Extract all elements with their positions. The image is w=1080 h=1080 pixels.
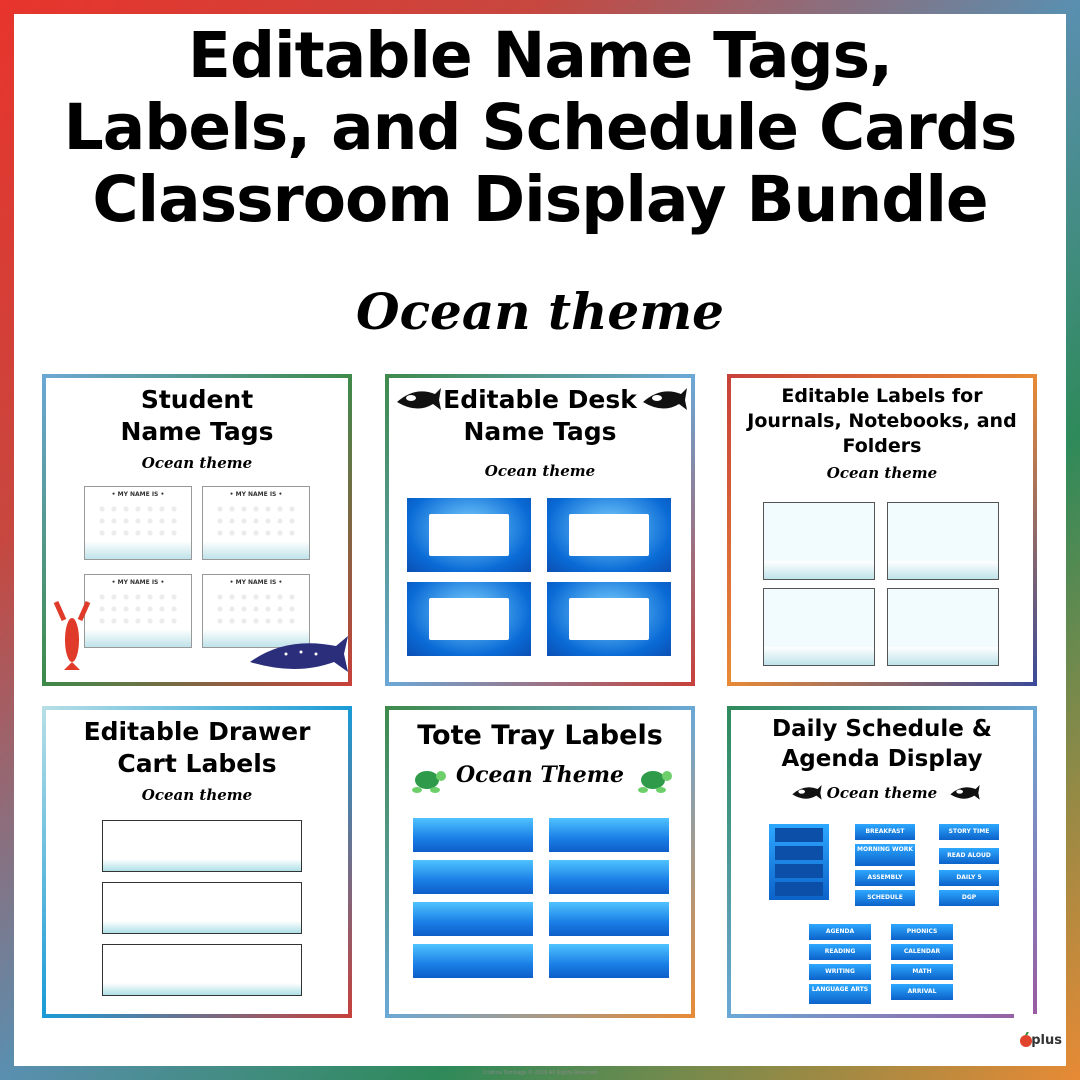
- card-title: Editable Drawer Cart Labels: [83, 717, 311, 778]
- card-title: Student Name Tags: [120, 385, 274, 446]
- whale-shark-icon: [246, 632, 350, 678]
- title-line-1: Editable Name Tags,: [187, 19, 893, 92]
- tote-label-preview: [549, 818, 669, 852]
- schedule-card: WRITING: [809, 964, 871, 980]
- drawer-label-preview: [102, 820, 302, 872]
- schedule-card: READING: [809, 944, 871, 960]
- drawer-label-preview: [102, 882, 302, 934]
- lobster-icon: [52, 600, 92, 678]
- schedule-card: MATH: [891, 964, 953, 980]
- schedule-card: READ ALOUD: [939, 848, 999, 864]
- schedule-card: DGP: [939, 890, 999, 906]
- drawer-label-preview: [102, 944, 302, 996]
- tote-label-preview: [549, 860, 669, 894]
- name-tag-preview: • MY NAME IS •: [202, 486, 310, 560]
- card-tote-tray-labels: [385, 706, 695, 1018]
- card-desk-name-tags: [385, 374, 695, 686]
- card-title: Daily Schedule & Agenda Display: [772, 716, 992, 772]
- desk-tag-preview: [407, 498, 531, 572]
- schedule-card: BREAKFAST: [855, 824, 915, 840]
- name-tag-preview: • MY NAME IS •: [84, 574, 192, 648]
- schedule-card: LANGUAGE ARTS: [809, 984, 871, 1004]
- card-student-name-tags: [42, 374, 352, 686]
- copyright-footer: Cristina Turnbage © 2019 All Rights Reserved: [482, 1070, 598, 1076]
- desk-tag-preview: [547, 582, 671, 656]
- tote-label-preview: [413, 944, 533, 978]
- card-subtitle: Ocean theme: [141, 454, 253, 472]
- name-tag-preview: • MY NAME IS •: [84, 486, 192, 560]
- card-subtitle: Ocean Theme: [455, 762, 625, 788]
- schedule-card: [769, 824, 829, 900]
- journal-label-preview: [763, 588, 875, 666]
- card-drawer-cart-labels: [42, 706, 352, 1018]
- tote-label-preview: [549, 902, 669, 936]
- schedule-card: SCHEDULE: [855, 890, 915, 906]
- schedule-card: AGENDA: [809, 924, 871, 940]
- card-subtitle: Ocean theme: [826, 784, 938, 802]
- schedule-card: DAILY 5: [939, 870, 999, 886]
- desk-tag-preview: [407, 582, 531, 656]
- card-title: Editable Labels for Journals, Notebooks, and Folders: [747, 385, 1017, 457]
- card-title: Editable Desk Name Tags: [443, 385, 637, 446]
- schedule-card: ARRIVAL: [891, 984, 953, 1000]
- tote-label-preview: [413, 860, 533, 894]
- journal-label-preview: [887, 502, 999, 580]
- name-tag-preview: • MY NAME IS •: [202, 574, 310, 648]
- tote-label-preview: [549, 944, 669, 978]
- page-subtitle: Ocean theme: [356, 282, 724, 341]
- schedule-card: MORNING WORK: [855, 844, 915, 866]
- tote-label-preview: [413, 902, 533, 936]
- card-title: Tote Tray Labels: [417, 720, 663, 751]
- card-subtitle: Ocean theme: [141, 786, 253, 804]
- card-journal-labels: [727, 374, 1037, 686]
- desk-tag-preview: [547, 498, 671, 572]
- schedule-card: STORY TIME: [939, 824, 999, 840]
- page-title: [0, 20, 1080, 236]
- card-daily-schedule: [727, 706, 1037, 1018]
- schedule-card: PHONICS: [891, 924, 953, 940]
- title-line-2: Labels, and Schedule Cards: [63, 91, 1017, 164]
- tote-label-preview: [413, 818, 533, 852]
- brand-logo: plus: [1014, 1014, 1066, 1066]
- title-line-3: Classroom Display Bundle: [92, 163, 988, 236]
- card-subtitle: Ocean theme: [826, 464, 938, 482]
- journal-label-preview: [887, 588, 999, 666]
- schedule-card: CALENDAR: [891, 944, 953, 960]
- schedule-card: ASSEMBLY: [855, 870, 915, 886]
- card-subtitle: Ocean theme: [484, 462, 596, 480]
- journal-label-preview: [763, 502, 875, 580]
